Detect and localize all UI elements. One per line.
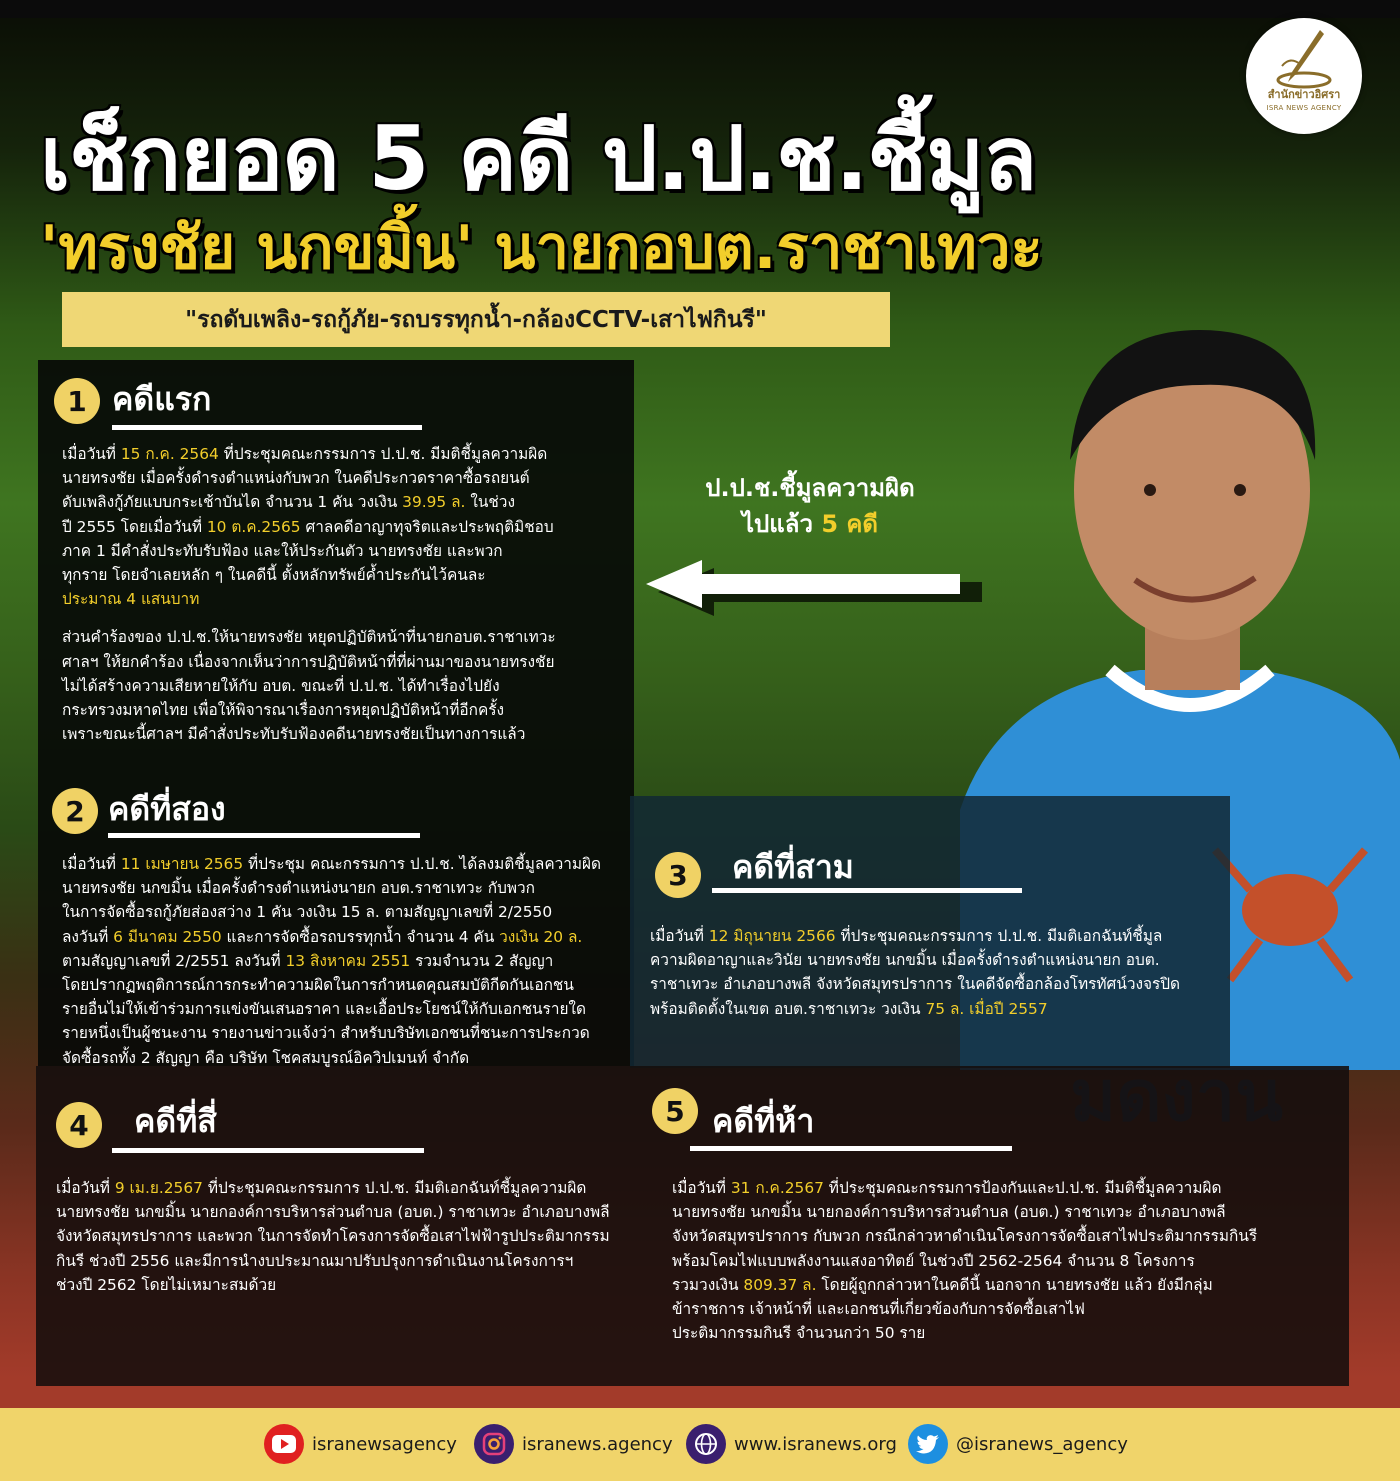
body-text: ประติมากรรมกินรี จำนวนกว่า 50 ราย xyxy=(672,1324,926,1343)
case-text-line xyxy=(672,1249,1342,1273)
callout-summary xyxy=(660,470,960,542)
quill-pen-icon xyxy=(1270,28,1338,90)
highlighted-text: 809.37 ล. xyxy=(743,1275,817,1294)
body-text: ส่วนคำร้องของ ป.ป.ช.ให้นายทรงชัย หยุดปฏิบัติหน้าที่นายกอบต.ราชาเทวะ xyxy=(62,628,556,647)
case-heading: คดีแรก xyxy=(112,380,212,418)
highlighted-text: ประมาณ 4 แสนบาท xyxy=(62,590,200,609)
body-text: ราชาเทวะ อำเภอบางพลี จังหวัดสมุทรปราการ ในคดีจัดซื้อกล้องโทรทัศน์วงจรปิด xyxy=(650,975,1181,994)
heading-underline xyxy=(108,833,420,838)
case-number-badge: 4 xyxy=(56,1102,102,1148)
case-text-line xyxy=(672,1200,1342,1224)
page-title: เช็กยอด 5 คดี ป.ป.ช.ชี้มูล xyxy=(40,107,1037,210)
highlighted-text: 39.95 ล. xyxy=(402,493,466,512)
page-subtitle: 'ทรงชัย นกขมิ้น' นายกอบต.ราชาเทวะ xyxy=(40,213,1043,283)
body-text: ลงวันที่ xyxy=(62,927,114,946)
case-text-line xyxy=(62,563,622,587)
body-text: ทุกราย โดยจำเลยหลัก ๆ ในคดีนี้ ตั้งหลักทรัพย์ค้ำประกันไว้คนละ xyxy=(62,566,486,585)
body-text: รวมจำนวน 2 สัญญา xyxy=(410,951,554,970)
case-text-line xyxy=(56,1200,646,1224)
callout-line1: ป.ป.ช.ชี้มูลความผิด xyxy=(705,474,915,502)
body-text: ที่ประชุม คณะกรรมการ ป.ป.ช. ได้ลงมติชี้มูลความผิด xyxy=(243,855,602,873)
topic-banner-text: "รถดับเพลิง-รถกู้ภัย-รถบรรทุกน้ำ-กล้องCCTV-เสาไฟกินรี" xyxy=(185,306,767,333)
body-text: เมื่อวันที่ xyxy=(672,1179,731,1197)
case-number-badge: 2 xyxy=(52,788,98,834)
case-paragraph xyxy=(62,442,622,611)
body-text: รวมวงเงิน xyxy=(672,1275,744,1294)
body-text: ภาค 1 มีคำสั่งประทับรับฟ้อง และให้ประกันตัว นายทรงชัย และพวก xyxy=(62,541,503,560)
twitter-link[interactable] xyxy=(908,1424,1128,1464)
case-text-line xyxy=(62,925,630,949)
case-text-line xyxy=(62,587,622,611)
case-body xyxy=(650,924,1225,1021)
instagram-link[interactable] xyxy=(474,1424,673,1464)
body-text: จัดซื้อรถทั้ง 2 สัญญา คือ บริษัท โชคสมบูรณ์อิควิปเมนท์ จำกัด xyxy=(62,1048,470,1067)
twitter-bird-icon xyxy=(908,1424,948,1464)
case-heading: คดีที่สอง xyxy=(108,790,226,828)
body-text: เมื่อวันที่ xyxy=(56,1179,115,1197)
body-text: กินรี ช่วงปี 2556 และมีการนำงบประมาณมาปรับปรุงการดำเนินงานโครงการฯ xyxy=(56,1251,574,1270)
body-text: โดยผู้ถูกกล่าวหาในคดีนี้ นอกจาก นายทรงชัย แล้ว ยังมีกลุ่ม xyxy=(816,1275,1213,1294)
highlighted-text: วงเงิน 20 ล. xyxy=(499,927,583,946)
body-text: จังหวัดสมุทรปราการ กับพวก กรณีกล่าวหาดำเนินโครงการจัดซื้อเสาไฟประติมากรรมกินรี xyxy=(672,1227,1258,1246)
body-text: รายหนึ่งเป็นผู้ชนะงาน รายงานข่าวแจ้งว่า สำหรับบริษัทเอกชนที่ชนะการประกวด xyxy=(62,1024,590,1043)
body-text: นายทรงชัย นกขมิ้น เมื่อครั้งดำรงตำแหน่งนายก อบต.ราชาเทวะ กับพวก xyxy=(62,879,535,898)
case-text-line xyxy=(650,972,1225,996)
body-text: ดับเพลิงกู้ภัยแบบกระเช้าบันได จำนวน 1 คัน วงเงิน xyxy=(62,493,403,512)
body-text: ไม่ได้สร้างความเสียหายให้กับ อบต. ขณะที่ ป.ป.ช. ได้ทำเรื่องไปยัง xyxy=(62,676,500,695)
highlighted-text: 9 เม.ย.2567 xyxy=(114,1179,203,1197)
callout-highlight: 5 คดี xyxy=(821,510,879,538)
case-text-line xyxy=(62,442,622,466)
youtube-link[interactable] xyxy=(264,1424,457,1464)
body-text: ในการจัดซื้อรถกู้ภัยส่องสว่าง 1 คัน วงเงิน 15 ล. ตามสัญญาเลขที่ 2/2550 xyxy=(62,903,553,922)
highlighted-text: 75 ล. เมื่อปี 2557 xyxy=(925,999,1048,1018)
body-text: ศาลคดีอาญาทุจริตและประพฤติมิชอบ xyxy=(300,517,554,536)
case-text-line xyxy=(56,1249,646,1273)
website-link[interactable] xyxy=(686,1424,897,1464)
case-text-line xyxy=(62,490,622,514)
body-text: เมื่อวันที่ xyxy=(62,445,121,463)
case-text-line xyxy=(62,674,622,698)
case-heading: คดีที่สี่ xyxy=(134,1102,217,1140)
case-text-line xyxy=(56,1176,646,1200)
case-body xyxy=(62,442,622,746)
body-text: ข้าราชการ เจ้าหน้าที่ และเอกชนที่เกี่ยวข้องกับการจัดซื้อเสาไฟ xyxy=(672,1300,1085,1319)
logo-name-en: ISRA NEWS AGENCY xyxy=(1266,104,1342,112)
case-text-line xyxy=(650,924,1225,948)
case-text-line xyxy=(62,515,622,539)
globe-icon xyxy=(686,1424,726,1464)
case-text-line xyxy=(62,949,630,973)
case-paragraph xyxy=(62,852,630,1070)
highlighted-text: 15 ก.ค. 2564 xyxy=(120,445,219,463)
body-text: เมื่อวันที่ xyxy=(62,855,121,873)
body-text: ในช่วง xyxy=(465,493,515,512)
case-text-line xyxy=(672,1321,1342,1345)
case-text-line xyxy=(62,900,630,924)
body-text: และการจัดซื้อรถบรรทุกน้ำ จำนวน 4 คัน xyxy=(221,927,500,946)
case-number-badge: 1 xyxy=(54,378,100,424)
heading-underline xyxy=(112,1148,424,1153)
case-number-badge: 3 xyxy=(655,852,701,898)
body-text: ปี 2555 โดยเมื่อวันที่ xyxy=(62,517,207,536)
case-text-line xyxy=(672,1176,1342,1200)
case-text-line xyxy=(62,698,622,722)
case-text-line xyxy=(672,1224,1342,1248)
case-text-line xyxy=(650,997,1225,1021)
isra-logo xyxy=(1246,18,1362,134)
body-text: ความผิดอาญาและวินัย นายทรงชัย นกขมิ้น เมื่อครั้งดำรงตำแหน่งนายก อบต. xyxy=(650,951,1160,970)
body-text: ช่วงปี 2562 โดยไม่เหมาะสมด้วย xyxy=(56,1275,277,1294)
heading-underline xyxy=(112,425,422,430)
case-body xyxy=(62,852,630,1070)
case-text-line xyxy=(62,466,622,490)
body-text: นายทรงชัย นกขมิ้น นายกองค์การบริหารส่วนตำบล (อบต.) ราชาเทวะ อำเภอบางพลี xyxy=(672,1203,1226,1222)
case-heading: คดีที่สาม xyxy=(732,848,854,886)
case-body xyxy=(56,1176,646,1297)
case-paragraph xyxy=(62,625,622,746)
highlighted-text: 13 สิงหาคม 2551 xyxy=(285,951,411,970)
case-text-line xyxy=(62,1046,630,1070)
twitter-handle: @isranews_agency xyxy=(956,1433,1128,1455)
youtube-icon xyxy=(264,1424,304,1464)
logo-name-th: สำนักข่าวอิศรา xyxy=(1267,88,1341,101)
heading-underline xyxy=(690,1146,1012,1151)
heading-underline xyxy=(712,888,1022,893)
case-paragraph xyxy=(650,924,1225,1021)
case-text-line xyxy=(62,1021,630,1045)
body-text: พร้อมโคมไฟแบบพลังงานแสงอาทิตย์ ในช่วงปี 2562-2564 จำนวน 8 โครงการ xyxy=(672,1251,1195,1270)
body-text: กระทรวงมหาดไทย เพื่อให้พิจารณาเรื่องการหยุดปฏิบัติหน้าที่อีกครั้ง xyxy=(62,701,505,720)
case-text-line xyxy=(62,876,630,900)
case-text-line xyxy=(672,1273,1342,1297)
highlighted-text: 10 ต.ค.2565 xyxy=(206,517,301,536)
case-text-line xyxy=(62,539,622,563)
case-text-line xyxy=(62,973,630,997)
body-text: เพราะขณะนี้ศาลฯ มีคำสั่งประทับรับฟ้องคดีนายทรงชัยเป็นทางการแล้ว xyxy=(62,725,526,744)
case-heading: คดีที่ห้า xyxy=(712,1102,815,1140)
body-text: โดยปรากฏพฤติการณ์การกระทำความผิดในการกำหนดคุณสมบัติกีดกันเอกชน xyxy=(62,976,574,995)
case-text-line xyxy=(56,1224,646,1248)
body-text: ตามสัญญาเลขที่ 2/2551 ลงวันที่ xyxy=(62,951,286,970)
case-text-line xyxy=(62,852,630,876)
body-text: จังหวัดสมุทรปราการ และพวก ในการจัดทำโครงการจัดซื้อเสาไฟฟ้ารูปประติมากรรม xyxy=(56,1227,610,1246)
top-bar xyxy=(0,0,1400,18)
instagram-icon xyxy=(474,1424,514,1464)
case-body xyxy=(672,1176,1342,1345)
body-text: รายอื่นไม่ให้เข้าร่วมการแข่งขันเสนอราคา และเอื้อประโยชน์ให้กับเอกชนรายใด xyxy=(62,1000,586,1019)
case-paragraph xyxy=(56,1176,646,1297)
arrow-left-icon xyxy=(640,556,980,616)
highlighted-text: 12 มิถุนายน 2566 xyxy=(708,927,836,945)
youtube-handle: isranewsagency xyxy=(312,1433,457,1455)
callout-prefix: ไปแล้ว xyxy=(741,510,813,538)
body-text: นายทรงชัย นกขมิ้น นายกองค์การบริหารส่วนตำบล (อบต.) ราชาเทวะ อำเภอบางพลี xyxy=(56,1203,610,1222)
body-text: พร้อมติดตั้งในเขต อบต.ราชาเทวะ วงเงิน xyxy=(650,999,926,1018)
callout-line2 xyxy=(660,506,960,542)
body-text: ที่ประชุมคณะกรรมการ ป.ป.ช. มีมติชี้มูลความผิด xyxy=(218,445,548,463)
body-text: นายทรงชัย เมื่อครั้งดำรงตำแหน่งกับพวก ในคดีประกวดราคาซื้อรถยนต์ xyxy=(62,469,530,488)
case-text-line xyxy=(650,948,1225,972)
case-number-badge: 5 xyxy=(652,1088,698,1134)
case-paragraph xyxy=(672,1176,1342,1345)
body-text: ที่ประชุมคณะกรรมการป้องกันและป.ป.ช. มีมติชี้มูลความผิด xyxy=(823,1179,1222,1197)
body-text: ศาลฯ ให้ยกคำร้อง เนื่องจากเห็นว่าการปฏิบัติหน้าที่ที่ผ่านมาของนายทรงชัย xyxy=(62,652,555,671)
body-text: ที่ประชุมคณะกรรมการ ป.ป.ช. มีมติเอกฉันท์ชี้มูลความผิด xyxy=(202,1179,587,1197)
case-text-line xyxy=(56,1273,646,1297)
body-text: ที่ประชุมคณะกรรมการ ป.ป.ช. มีมติเอกฉันท์ชี้มูล xyxy=(835,927,1163,945)
instagram-handle: isranews.agency xyxy=(522,1433,673,1455)
case-text-line xyxy=(62,997,630,1021)
highlighted-text: 31 ก.ค.2567 xyxy=(730,1179,824,1197)
case-text-line xyxy=(62,722,622,746)
case-text-line xyxy=(62,650,622,674)
highlighted-text: 6 มีนาคม 2550 xyxy=(113,927,222,946)
topic-banner xyxy=(62,292,890,347)
website-url: www.isranews.org xyxy=(734,1433,897,1455)
body-text: เมื่อวันที่ xyxy=(650,927,709,945)
highlighted-text: 11 เมษายน 2565 xyxy=(120,855,244,873)
case-text-line xyxy=(62,625,622,649)
case-text-line xyxy=(672,1297,1342,1321)
